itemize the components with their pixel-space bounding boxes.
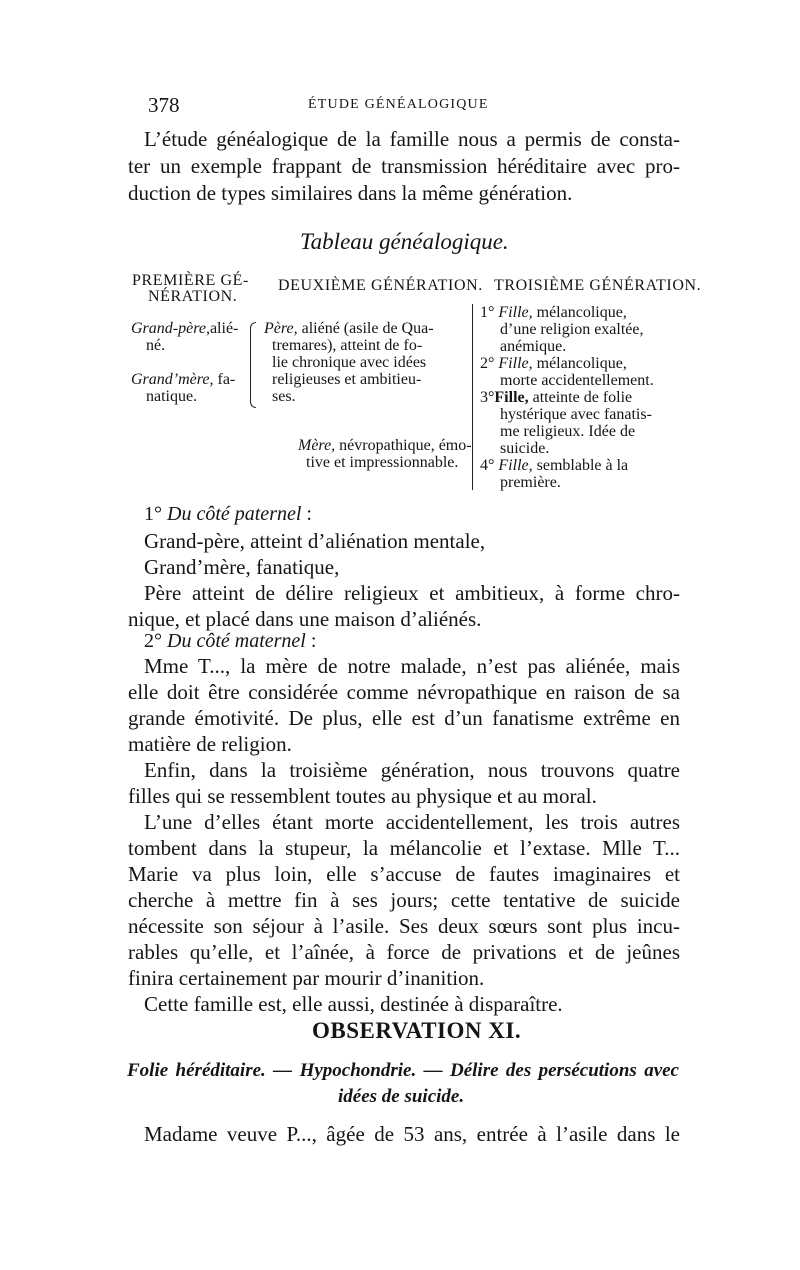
fille4-entry: 4° Fille, semblable à la [480,457,629,474]
maternel-line: elle doit être considérée comme névropathique en raison de sa [128,680,680,704]
column-divider [472,304,473,490]
pere-entry-line: tremares), atteint de fo- [272,337,423,354]
maternel-line: grande émotivité. De plus, elle est d’un fanatisme extrême en [128,706,680,730]
fille3-entry: 3°Fille, atteinte de folie [480,389,633,406]
grandmere-entry-line2: natique. [146,388,198,405]
observation-title: OBSERVATION XI. [312,1018,522,1043]
paternel-line: nique, et placé dans une maison d’aliénés. [128,607,482,631]
conclusion-line: tombent dans la stupeur, la mélancolie et l’extase. Mlle T... [128,836,680,860]
mere-entry-line2: tive et impressionnable. [306,454,459,471]
pere-entry-line: religieuses et ambitieu- [272,371,422,388]
observation-subtitle: Folie héréditaire. — Hypochondrie. — Délire des persécutions avec [127,1060,679,1081]
fille3-entry-line: me religieux. Idée de [500,423,636,440]
fille1-entry-line: d’une religion exaltée, [500,321,644,338]
mere-entry: Mère, névropathique, émo- [298,437,472,454]
observation-subtitle-line2: idées de suicide. [338,1086,465,1107]
col1-head-line: PREMIÈRE GÉ- [132,272,249,289]
conclusion-line: Marie va plus loin, elle s’accuse de fautes imaginaires et [128,862,680,886]
col2-head: DEUXIÈME GÉNÉRATION. [278,277,483,294]
brace-col1 [250,322,256,408]
paternel-line: Grand-père, atteint d’aliénation mentale, [144,529,486,553]
conclusion-line: Cette famille est, elle aussi, destinée à disparaître. [144,992,563,1016]
fille2-entry-line2: morte accidentellement. [500,372,654,389]
grandpere-entry: Grand-père,alié- [131,320,239,337]
conclusion-line: filles qui se ressemblent toutes au physique et au moral. [128,784,597,808]
paternel-line: Grand’mère, fanatique, [144,555,340,579]
conclusion-line: Enfin, dans la troisième génération, nous trouvons quatre [144,758,680,782]
intro-line: L’étude généalogique de la famille nous a permis de consta- [144,127,680,151]
fille4-entry-line2: première. [500,474,561,491]
col1-head-line: NÉRATION. [148,288,238,305]
maternel-heading: 2° Du côté maternel : [144,630,317,652]
grandmere-entry: Grand’mère, fa- [131,371,236,388]
grandpere-entry-line2: né. [146,337,166,354]
fille1-entry: 1° Fille, mélancolique, [480,304,627,321]
fille2-entry: 2° Fille, mélancolique, [480,355,627,372]
conclusion-line: cherche à mettre fin à ses jours; cette tentative de suicide [128,888,680,912]
conclusion-line: L’une d’elles étant morte accidentellement, les trois autres [144,810,680,834]
page-number: 378 [148,93,180,117]
maternel-line: Mme T..., la mère de notre malade, n’est pas aliénée, mais [144,654,680,678]
conclusion-line: nécessite son séjour à l’asile. Ses deux sœurs sont plus incu- [128,914,680,938]
fille3-entry-line: suicide. [500,440,550,457]
fille3-entry-line: hystérique avec fanatis- [500,406,652,423]
intro-line: ter un exemple frappant de transmission héréditaire avec pro- [128,154,680,178]
paternel-heading: 1° Du côté paternel : [144,503,312,525]
pere-entry-line: ses. [272,388,296,405]
paternel-line: Père atteint de délire religieux et ambitieux, à forme chro- [144,581,680,605]
conclusion-line: rables qu’elle, et l’aînée, à force de privations et de jeûnes [128,940,680,964]
intro-line: duction de types similaires dans la même génération. [128,181,573,205]
col3-head: TROISIÈME GÉNÉRATION. [494,277,702,294]
conclusion-line: finira certainement par mourir d’inanition. [128,966,485,990]
observation-first-line: Madame veuve P..., âgée de 53 ans, entrée à l’asile dans le [144,1122,680,1146]
pere-entry-line: lie chronique avec idées [272,354,427,371]
tableau-title: Tableau généalogique. [300,229,509,254]
pere-entry: Père, aliéné (asile de Qua- [264,320,434,337]
running-title: ÉTUDE GÉNÉALOGIQUE [308,97,489,112]
fille1-entry-line: anémique. [500,338,567,355]
maternel-line: matière de religion. [128,732,292,756]
